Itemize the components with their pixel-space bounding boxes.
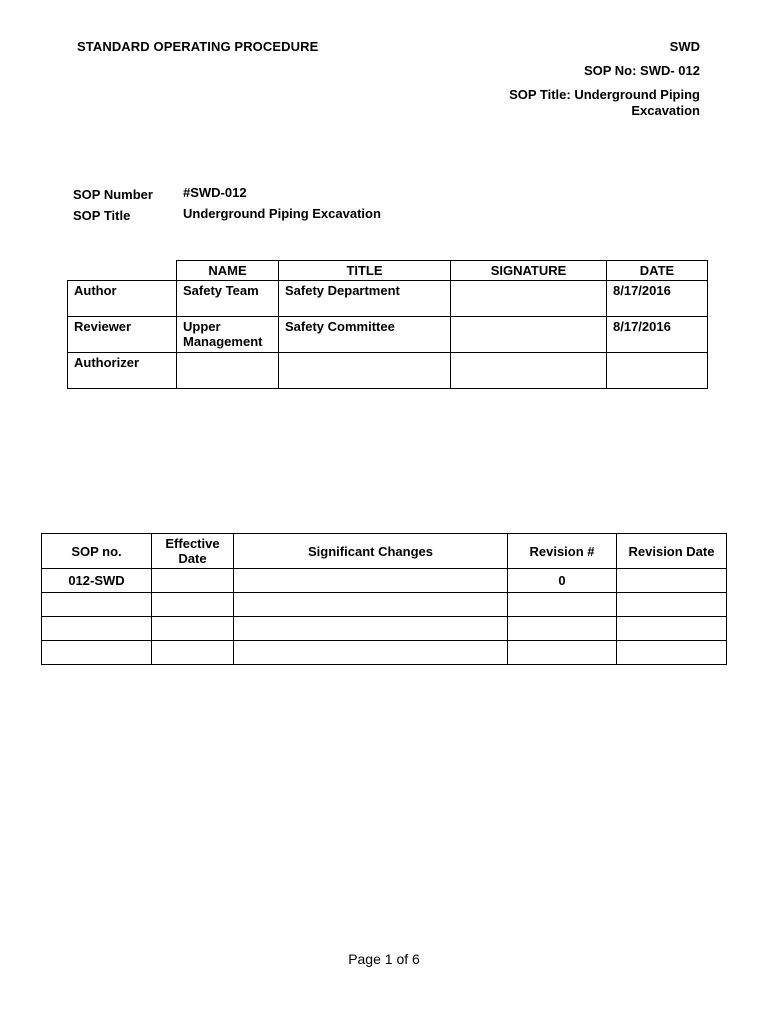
reviewer-signature: [451, 317, 607, 353]
changes-cell: [234, 641, 508, 665]
table-row: [68, 281, 708, 317]
author-name: [177, 281, 279, 317]
approval-header-row: [68, 261, 708, 281]
effective-header-line2: Date: [178, 551, 207, 566]
revision-date-cell: [617, 593, 727, 617]
sop-title-label: SOP Title: [73, 208, 131, 223]
revision-cell: [508, 617, 617, 641]
col-sop-no-header: SOP no.: [42, 534, 152, 569]
sop-number-header: SOP No: SWD- 012: [583, 63, 700, 78]
col-signature-header: SIGNATURE: [451, 261, 607, 281]
authorizer-date: [607, 353, 708, 389]
col-date-header: DATE: [607, 261, 708, 281]
sop-no-cell: [42, 641, 152, 665]
changes-cell: [234, 617, 508, 641]
col-revision-date-header: Revision Date: [617, 534, 727, 569]
authorizer-title: [279, 353, 451, 389]
effective-date-cell: [152, 641, 234, 665]
header-meta: [400, 39, 700, 119]
author-date: 8/17/2016: [607, 281, 708, 317]
sop-number-value: #SWD-012: [183, 185, 247, 200]
effective-header-line1: Effective: [165, 536, 220, 551]
reviewer-name-line1: Upper: [183, 319, 221, 334]
reviewer-name: [177, 317, 279, 353]
approval-table: [67, 260, 708, 389]
author-title: Safety Department: [279, 281, 451, 317]
sop-number-label: SOP Number: [73, 187, 153, 202]
org-code: SWD: [669, 39, 700, 54]
sop-no-cell: [42, 593, 152, 617]
revision-table: [41, 533, 727, 665]
revision-date-cell: [617, 641, 727, 665]
document-type: STANDARD OPERATING PROCEDURE: [77, 39, 319, 54]
revision-header-row: [42, 534, 727, 569]
revision-cell: [508, 641, 617, 665]
table-row: [42, 641, 727, 665]
table-row: [68, 317, 708, 353]
approval-corner-cell: [68, 261, 177, 281]
revision-cell: 0: [508, 569, 617, 593]
effective-date-cell: [152, 569, 234, 593]
revision-date-cell: [617, 569, 727, 593]
sop-no-cell: [42, 617, 152, 641]
page-number: Page 1 of 6: [348, 951, 420, 967]
reviewer-title: Safety Committee: [279, 317, 451, 353]
table-row: [42, 617, 727, 641]
author-signature: [451, 281, 607, 317]
table-row: [42, 593, 727, 617]
reviewer-date: 8/17/2016: [607, 317, 708, 353]
sop-title-header-line2: Excavation: [631, 103, 700, 118]
col-changes-header: Significant Changes: [234, 534, 508, 569]
sop-title-value: Underground Piping Excavation: [183, 206, 381, 221]
col-effective-date-header: [152, 534, 234, 569]
revision-date-cell: [617, 617, 727, 641]
col-name-header: NAME: [177, 261, 279, 281]
table-row: [68, 353, 708, 389]
role-authorizer: Authorizer: [68, 353, 177, 389]
role-author: Author: [68, 281, 177, 317]
role-reviewer: Reviewer: [68, 317, 177, 353]
authorizer-name: [177, 353, 279, 389]
author-name-line1: Safety Team: [183, 283, 259, 298]
authorizer-signature: [451, 353, 607, 389]
table-row: [42, 569, 727, 593]
col-title-header: TITLE: [279, 261, 451, 281]
revision-cell: [508, 593, 617, 617]
effective-date-cell: [152, 593, 234, 617]
changes-cell: [234, 593, 508, 617]
changes-cell: [234, 569, 508, 593]
sop-title-header-line1: SOP Title: Underground Piping: [509, 87, 700, 102]
reviewer-name-line2: Management: [183, 334, 263, 349]
col-revision-header: Revision #: [508, 534, 617, 569]
effective-date-cell: [152, 617, 234, 641]
sop-no-cell: 012-SWD: [42, 569, 152, 593]
